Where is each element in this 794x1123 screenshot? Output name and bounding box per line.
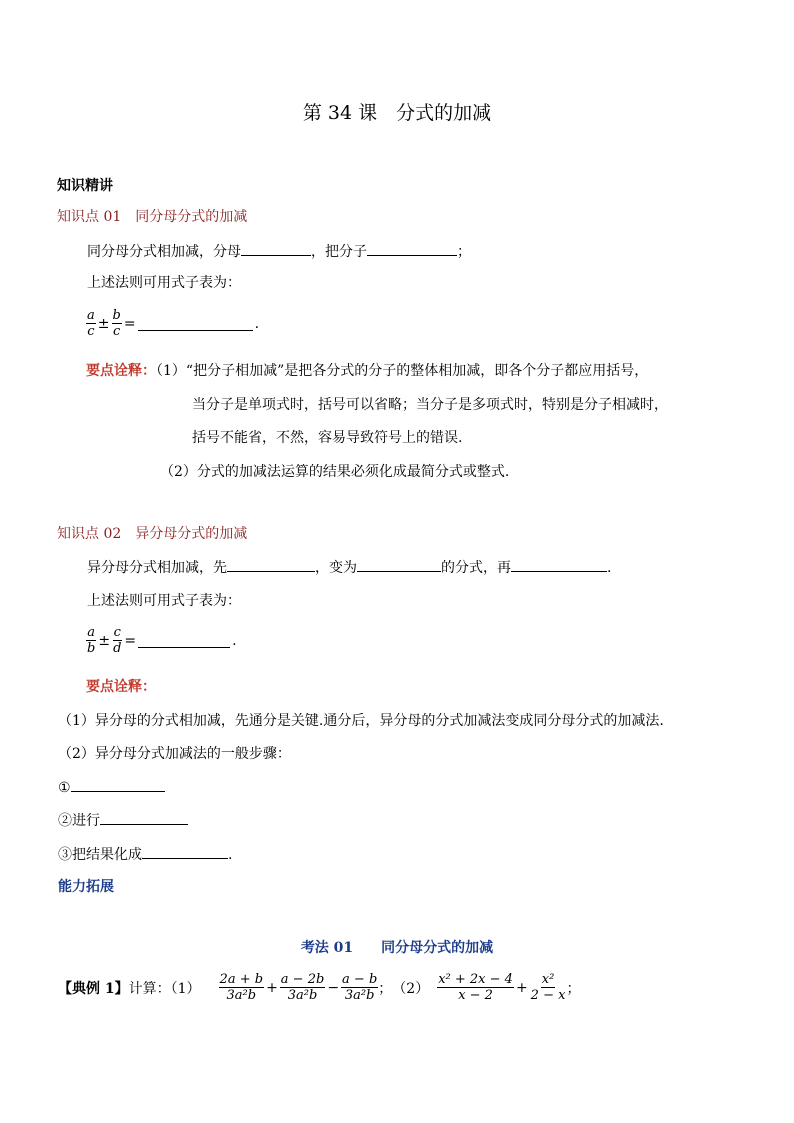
point2-heading: 知识点 02 异分母分式的加减 xyxy=(57,526,248,542)
plus-sign: + xyxy=(515,979,528,996)
note-label: 要点诠释： xyxy=(86,363,156,379)
example-label: 【典例 1】 xyxy=(58,980,129,997)
point1-rule-text-a: 同分母分式相加减，分母 xyxy=(87,244,241,260)
point2-formula-intro: 上述法则可用式子表为： xyxy=(87,593,241,609)
point2-note1: （1）异分母的分式相加减，先通分是关键.通分后，异分母的分式加减法变成同分母分式的加减法. xyxy=(58,713,664,729)
answer-blank[interactable] xyxy=(71,777,165,792)
step-1 xyxy=(58,777,165,796)
point1-rule-text-b: ，把分子 xyxy=(311,244,367,260)
point2-note-label: 要点诠释： xyxy=(86,679,156,695)
page-title: 第 34 课 分式的加减 xyxy=(302,102,492,124)
fraction: $\frac{\text{x²}}{2 - x}$ xyxy=(530,972,566,1003)
end-mark: ； xyxy=(566,980,581,997)
fraction: $\frac{\text{x² + 2x − 4}}{x - 2}$ xyxy=(438,972,513,1003)
point1-rule-line xyxy=(87,241,471,261)
example-1 xyxy=(58,972,580,1003)
point2-rule-text-d: . xyxy=(607,560,612,576)
point2-rule-text-b: ，变为 xyxy=(315,560,357,576)
exam-heading: 考法 01 同分母分式的加减 xyxy=(300,940,494,956)
point1-rule-text-c: ； xyxy=(457,244,471,260)
fraction: $\frac{a}{b}$ xyxy=(87,625,96,656)
separator: ； （2） xyxy=(378,980,430,997)
point1-note-line1 xyxy=(86,360,648,380)
answer-blank[interactable] xyxy=(241,241,311,256)
answer-blank[interactable] xyxy=(100,810,188,825)
step-1-label: ① xyxy=(58,780,71,796)
step-3 xyxy=(58,844,232,864)
step-3-label: ③把结果化成 xyxy=(58,847,142,863)
point2-note2: （2）异分母分式加减法的一般步骤： xyxy=(58,746,291,762)
point2-rule-text-a: 异分母分式相加减，先 xyxy=(87,560,227,576)
plus-sign: + xyxy=(266,979,278,996)
answer-blank[interactable] xyxy=(511,557,607,572)
step-2-label: ②进行 xyxy=(58,813,100,829)
point1-note1: （1）“把分子相加减”是把各分式的分子的整体相加减，即各个分子都应用括号， xyxy=(156,363,649,379)
answer-blank[interactable] xyxy=(138,633,230,648)
fraction: $\frac{b}{c}$ xyxy=(112,308,121,339)
section-heading-knowledge: 知识精讲 xyxy=(57,178,113,194)
example-prompt: 计算：（1） xyxy=(128,980,201,997)
answer-blank[interactable] xyxy=(227,557,315,572)
answer-blank[interactable] xyxy=(142,844,228,859)
point2-rule-line xyxy=(87,557,611,577)
minus-sign: − xyxy=(327,979,340,996)
fraction: $\frac{a - 2b}{\text{3a²b}}$ xyxy=(280,972,325,1003)
point1-formula-intro: 上述法则可用式子表为： xyxy=(87,275,241,291)
fraction: $\frac{a}{c}$ xyxy=(87,308,95,339)
step-2 xyxy=(58,810,188,830)
point1-formula: $\frac{a}{c}$ ± $\frac{b}{c}$ = . xyxy=(87,308,260,339)
answer-blank[interactable] xyxy=(138,316,253,331)
point1-heading: 知识点 01 同分母分式的加减 xyxy=(57,209,248,225)
step-3-end: . xyxy=(228,847,233,863)
section-heading-extension: 能力拓展 xyxy=(58,879,114,895)
answer-blank[interactable] xyxy=(367,241,457,256)
fraction: $\frac{2a + b}{\text{3a²b}}$ xyxy=(219,972,264,1003)
fraction: $\frac{c}{d}$ xyxy=(113,625,122,656)
point1-note1b: 当分子是单项式时，括号可以省略；当分子是多项式时，特别是分子相减时， xyxy=(192,397,668,413)
point2-formula: $\frac{a}{b}$ ± $\frac{c}{d}$ = . xyxy=(87,625,237,656)
fraction: $\frac{a - b}{\text{3a²b}}$ xyxy=(342,972,378,1003)
answer-blank[interactable] xyxy=(357,557,441,572)
point1-note2: （2）分式的加减法运算的结果必须化成最简分式或整式. xyxy=(160,464,510,480)
point1-note1c: 括号不能省，不然，容易导致符号上的错误. xyxy=(192,430,463,446)
point2-rule-text-c: 的分式，再 xyxy=(441,560,511,576)
